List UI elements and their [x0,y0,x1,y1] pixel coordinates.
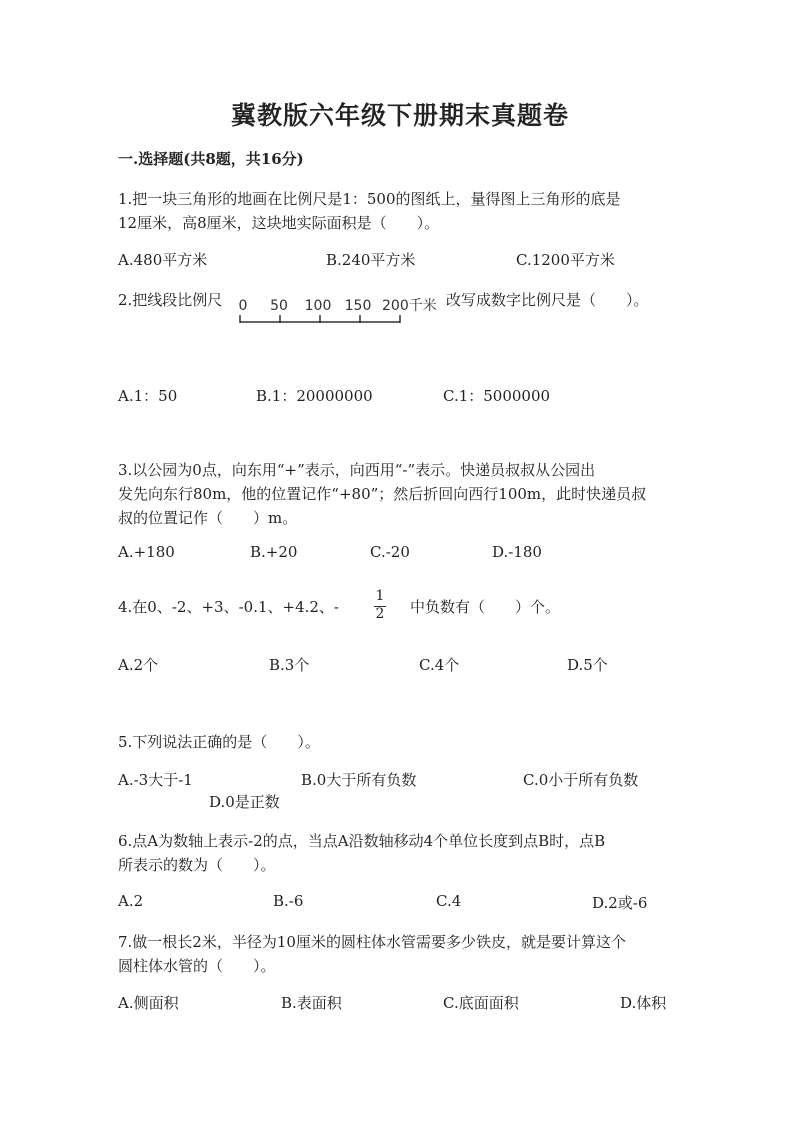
line-scale-figure [234,293,450,327]
question-text: 中负数有（ ）个。 [410,598,561,616]
fraction-denominator: 2 [375,606,385,622]
option-b[interactable]: B.-6 [273,892,304,910]
option-c[interactable]: C.1200平方米 [516,251,615,269]
question-text: 发先向东行80m，他的位置记作“+80”；然后折回向西行100m，此时快递员叔 [118,485,647,503]
option-d[interactable]: D.5个 [567,656,608,674]
option-d[interactable]: D.0是正数 [209,793,280,811]
scale-label: 100 [304,298,332,314]
question-text: 改写成数字比例尺是（ ）。 [446,291,649,309]
option-a[interactable]: A.2 [118,892,144,910]
question-text: 7.做一根长2米，半径为10厘米的圆柱体水管需要多少铁皮，就是要计算这个 [118,933,626,951]
option-a[interactable]: A.2个 [118,656,159,674]
question-text: 6.点A为数轴上表示-2的点，当点A沿数轴移动4个单位长度到点B时，点B [118,832,606,850]
option-b[interactable]: B.1：20000000 [256,387,373,405]
option-b[interactable]: B.3个 [269,656,310,674]
option-b[interactable]: B.0大于所有负数 [301,771,417,789]
section-heading: 一.选择题(共8题，共16分) [118,150,304,168]
option-b[interactable]: B.+20 [250,543,298,561]
option-a[interactable]: A.+180 [118,543,175,561]
question-text: 3.以公园为0点，向东用“+”表示，向西用“-”表示。快递员叔叔从公园出 [118,461,596,479]
question-text: 圆柱体水管的（ ）。 [118,957,276,975]
question-text: 1.把一块三角形的地画在比例尺是1：500的图纸上，量得图上三角形的底是 [118,190,621,208]
scale-label: 200千米 [382,298,437,314]
option-b[interactable]: B.240平方米 [326,251,416,269]
question-text: 所表示的数为（ ）。 [118,856,276,874]
option-a[interactable]: A.480平方米 [118,251,208,269]
option-c[interactable]: C.-20 [370,543,410,561]
scale-label: 150 [344,298,372,314]
option-c[interactable]: C.4个 [419,656,460,674]
question-text: 2.把线段比例尺 [118,291,223,309]
option-c[interactable]: C.4 [436,892,462,910]
option-a[interactable]: A.-3大于-1 [118,771,193,789]
option-d[interactable]: D.-180 [492,543,542,561]
option-a[interactable]: A.侧面积 [118,994,179,1012]
question-text: 5.下列说法正确的是（ ）。 [118,733,320,751]
page-title: 冀教版六年级下册期末真题卷 [230,101,569,130]
question-text: 叔的位置记作（ ）m。 [118,509,298,527]
option-c[interactable]: C.0小于所有负数 [523,771,639,789]
fraction-numerator: 1 [375,588,385,604]
question-text: 4.在0、-2、+3、-0.1、+4.2、- [118,598,339,616]
option-b[interactable]: B.表面积 [281,994,342,1012]
option-c[interactable]: C.1：5000000 [443,387,551,405]
option-c[interactable]: C.底面面积 [443,994,519,1012]
scale-label: 50 [270,298,288,314]
option-a[interactable]: A.1：50 [118,387,178,405]
scale-label: 0 [238,298,248,314]
option-d[interactable]: D.体积 [620,994,667,1012]
option-d[interactable]: D.2或-6 [592,894,648,912]
question-text: 12厘米，高8厘米，这块地实际面积是（ ）。 [118,214,440,232]
